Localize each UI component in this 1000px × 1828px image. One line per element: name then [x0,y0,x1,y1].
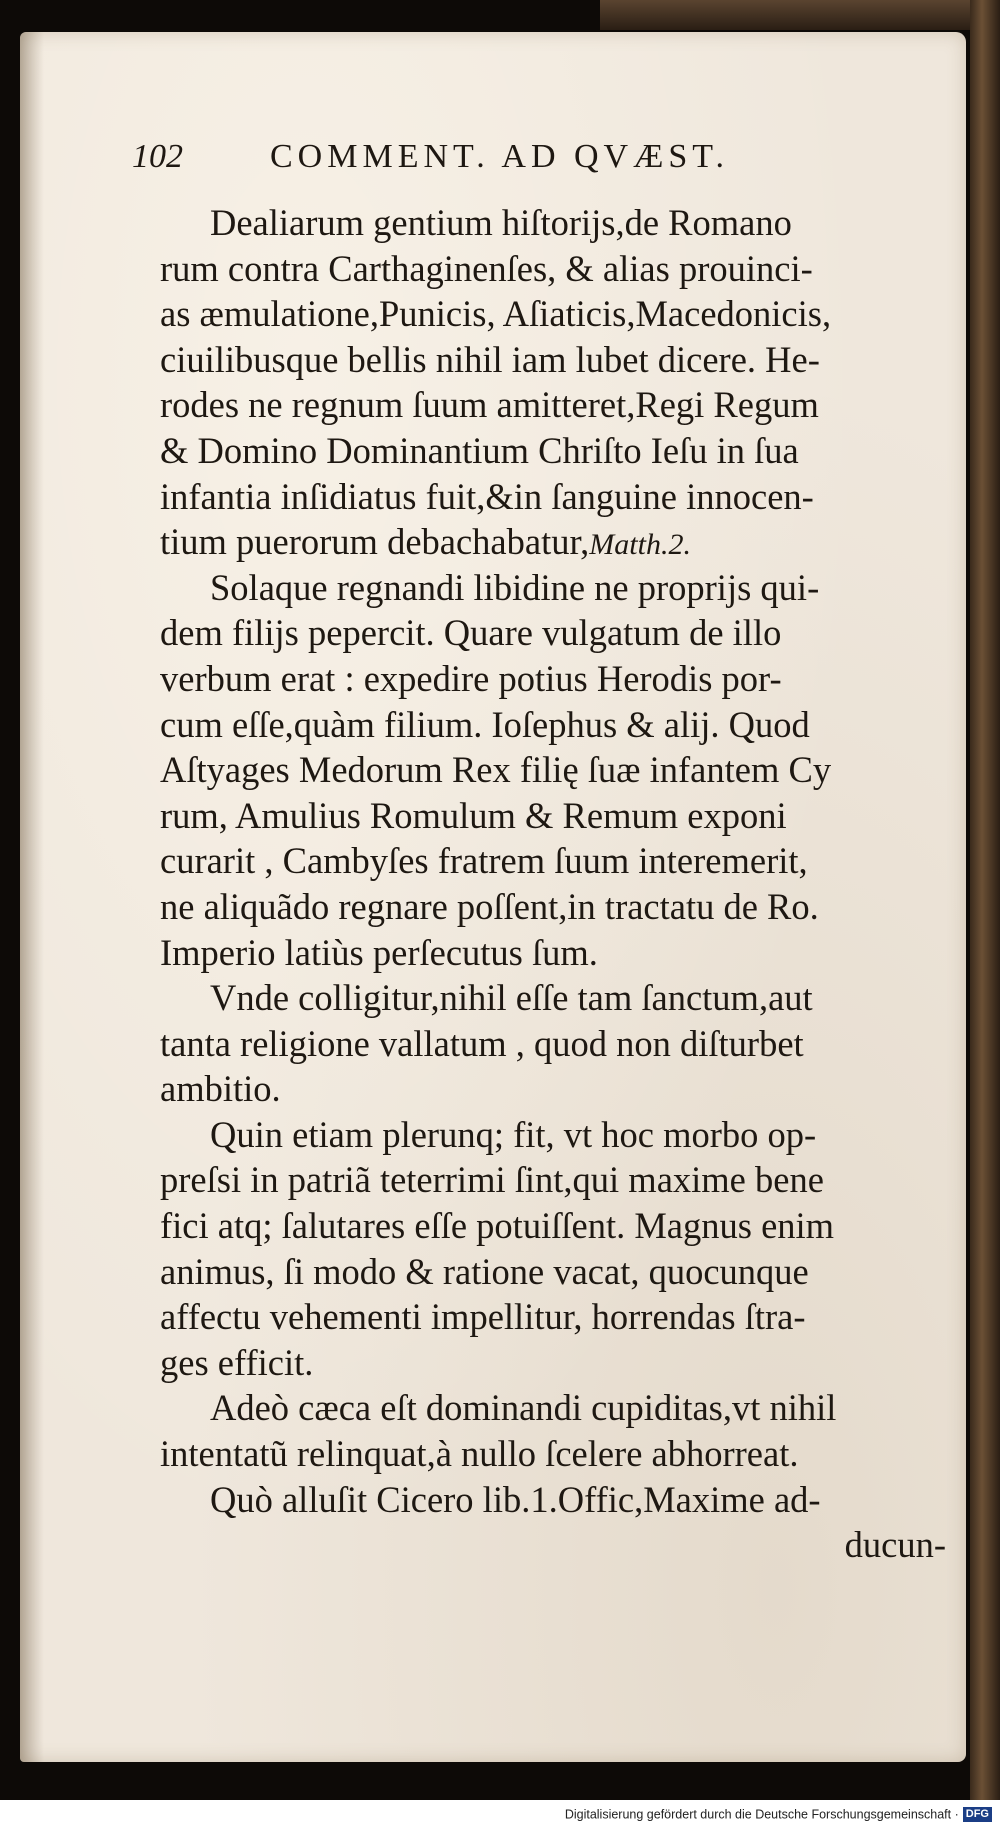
text-line [160,1066,950,1112]
footer-credit [565,1804,992,1824]
text-line-content: Aſtyages Medorum Rex filię ſuæ infantem Cy [160,749,832,791]
text-line [160,291,950,337]
page-edge-right [970,0,1000,1800]
text-line [160,1477,950,1523]
text-line [160,610,950,656]
text-line [160,1340,950,1386]
text-line [160,519,950,565]
text-line-content: Quò alluſit Cicero lib.1.Offic,Maxime ad- [210,1478,821,1520]
text-line-content: tium puerorum debachabatur, [160,521,590,563]
text-line-content: Dealiarum gentium hiſtorijs,de Romano [210,202,792,243]
footer-credit-text: Digitalisierung gefördert durch die Deutsche Forschungsgemeinschaft · [564,1807,959,1822]
text-line-content: rum, Amulius Romulum & Remum exponi [160,794,787,836]
text-line-content: rodes ne regnum ſuum amitteret,Regi Regum [160,384,819,426]
text-line [160,884,950,930]
text-line [160,747,950,793]
running-head [132,138,872,188]
text-line-content: animus, ſi modo & ratione vacat, quocunque [160,1250,809,1292]
text-line [160,1522,950,1568]
page-number: 102 [132,138,183,175]
text-line [160,702,950,748]
text-line [160,1203,950,1249]
text-line-content: ne aliquãdo regnare poſſent,in tractatu de Ro. [160,885,819,927]
text-line [160,1112,950,1158]
text-line [160,565,950,611]
page-edge-top [600,0,1000,30]
text-line [160,428,950,474]
text-line-content: rum contra Carthaginenſes, & alias prouinci- [160,247,813,289]
text-line-content: curarit , Cambyſes fratrem ſuum interemerit, [160,840,808,882]
text-line-content: fici atq; ſalutares eſſe potuiſſent. Magnus enim [160,1205,835,1247]
text-line [160,838,950,884]
text-line [160,1294,950,1340]
text-line [160,246,950,292]
text-line [160,200,950,246]
text-line [160,1249,950,1295]
text-line-content: ducun- [844,1524,946,1566]
scripture-reference: Matth.2. [589,528,691,562]
footer-strip [0,1800,1000,1828]
text-line [160,656,950,702]
text-line [160,337,950,383]
text-line-content: preſsi in patriã teterrimi ſint,qui maxime bene [160,1159,824,1201]
text-line-content: verbum erat : expedire potius Herodis por- [160,657,782,699]
body-text [160,200,950,1568]
text-line-content: dem filijs pepercit. Quare vulgatum de illo [160,612,782,654]
dfg-logo: DFG [963,1807,992,1822]
text-line-content: Adeò cæca eſt dominandi cupiditas,vt nihil [210,1387,837,1429]
text-line [160,1021,950,1067]
page-gutter-shadow [20,32,44,1762]
text-line-content: ambitio. [160,1068,281,1110]
text-line-content: cum eſſe,quàm filium. Ioſephus & alij. Quod [160,703,810,745]
text-line-content: & Domino Dominantium Chriſto Ieſu in ſua [160,429,799,471]
text-line-content: ciuilibusque bellis nihil iam lubet dicere. He- [160,338,820,380]
text-line-content: tanta religione vallatum , quod non diſturbet [160,1022,804,1064]
text-line-content: ges efficit. [160,1341,314,1383]
text-line-content: Solaque regnandi libidine ne proprijs qui- [210,566,820,608]
text-line-content: affectu vehementi impellitur, horrendas ſtra- [160,1296,806,1338]
text-line [160,382,950,428]
text-line-content: intentatũ relinquat,à nullo ſcelere abhorreat. [160,1433,799,1475]
text-line [160,474,950,520]
text-line-content: Vnde colligitur,nihil eſſe tam ſanctum,aut [210,977,813,1019]
text-line [160,1157,950,1203]
text-line-content: as æmulatione,Punicis, Aſiaticis,Macedonicis, [160,293,832,335]
running-head-title: COMMENT. AD QVÆST. [270,138,729,175]
text-line-content: infantia inſidiatus fuit,&in ſanguine innocen- [160,475,814,517]
text-line-content: Imperio latiùs perſecutus ſum. [160,931,598,973]
text-line [160,1431,950,1477]
text-line [160,1385,950,1431]
text-line [160,930,950,976]
text-line [160,975,950,1021]
text-line [160,793,950,839]
text-line-content: Quin etiam plerunq; fit, vt hoc morbo op- [210,1113,817,1155]
